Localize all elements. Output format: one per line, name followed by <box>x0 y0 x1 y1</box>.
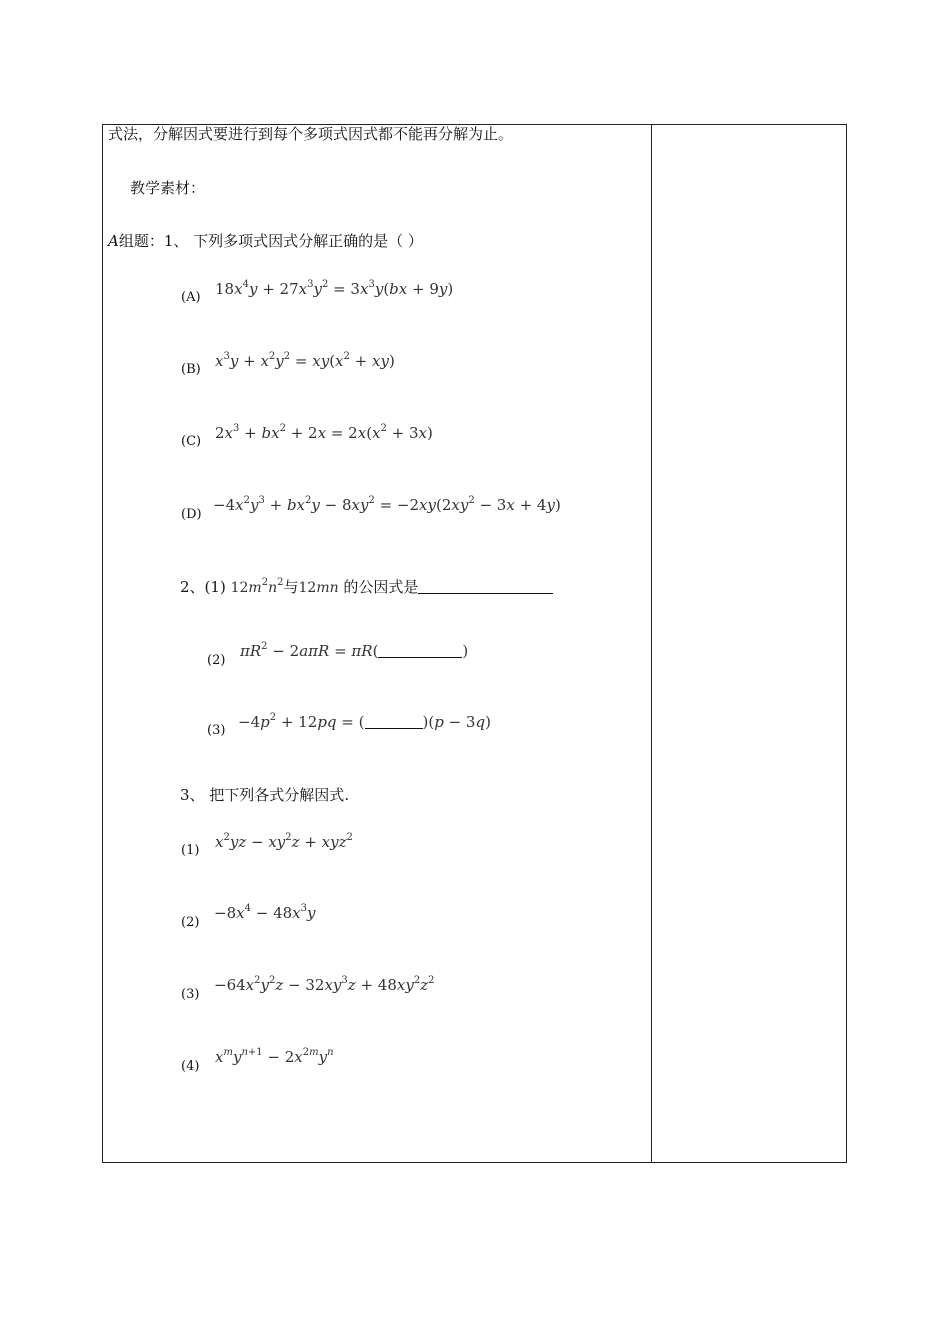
q3-item2-label: (2) <box>181 915 200 930</box>
option-c-expression: $2x^3 + bx^2 + 2x = 2x(x^2 + 3x)$ <box>215 423 433 442</box>
q3-title: 3、 把下列各式分解因式. <box>180 786 350 804</box>
q3-item2-expression: $-8x^4 - 48x^3y$ <box>214 903 316 922</box>
option-b-label: (B) <box>181 362 201 377</box>
q2-label: 2、(1) <box>180 578 226 596</box>
q3-item4-label: (4) <box>181 1059 200 1074</box>
q2-expr-a: $12m^2n^2$ <box>230 577 284 596</box>
q3-item4-expression: $x^my^{n+1} - 2x^{2m}y^n$ <box>215 1047 334 1066</box>
column-divider <box>651 125 652 1162</box>
group-letter: A <box>108 232 119 250</box>
q3-item1-expression: $x^2yz - xy^2z + xyz^2$ <box>215 832 353 851</box>
q2-part1-suffix: 的公因式是 <box>343 578 419 596</box>
q2-part2-expression <box>240 641 469 660</box>
lesson-table <box>102 124 847 1163</box>
q2-part2-close: ) <box>462 642 469 660</box>
q2-part3-prefix: $-4p^2 + 12pq$ = ( <box>238 712 365 731</box>
answer-blank-1[interactable] <box>418 580 553 594</box>
q2-part2-label: (2) <box>207 653 226 668</box>
q2-part1 <box>180 577 553 596</box>
q2-part3-expression <box>238 712 491 731</box>
q2-part3-suffix: )(p − 3q) <box>422 713 491 731</box>
q2-part3-label: (3) <box>207 723 226 738</box>
option-b-expression: $x^3y + x^2y^2 = xy(x^2 + xy)$ <box>215 351 395 370</box>
option-d-expression: $-4x^2y^3 + bx^2y - 8xy^2 = -2xy(2xy^2 - 3x + 4y)$ <box>213 495 561 514</box>
q3-item3-expression: $-64x^2y^2z - 32xy^3z + 48xy^2z^2$ <box>214 975 435 994</box>
answer-blank-2[interactable] <box>378 644 462 658</box>
q2-conj: 与 <box>283 578 299 596</box>
option-a-label: (A) <box>181 290 201 305</box>
q3-item1-label: (1) <box>181 843 200 858</box>
q3-item3-label: (3) <box>181 987 200 1002</box>
option-a-expression: $18x^4y + 27x^3y^2 = 3x^3y(bx + 9y)$ <box>215 279 454 298</box>
intro-line: 式法，分解因式要进行到每个多项式因式都不能再分解为止。 <box>108 125 514 143</box>
q2-part2-expr: $\pi R^2 - 2a\pi R = \pi R$( <box>240 641 379 660</box>
option-c-label: (C) <box>181 434 202 449</box>
materials-heading: 教学素材： <box>130 179 206 197</box>
option-d-label: (D) <box>181 507 202 522</box>
group-a-title <box>108 234 423 249</box>
q2-expr-b: 12mn <box>298 580 339 596</box>
group-a-question: 组题：1、 下列多项式因式分解正确的是（ ） <box>118 232 423 250</box>
answer-blank-3[interactable] <box>365 715 423 729</box>
